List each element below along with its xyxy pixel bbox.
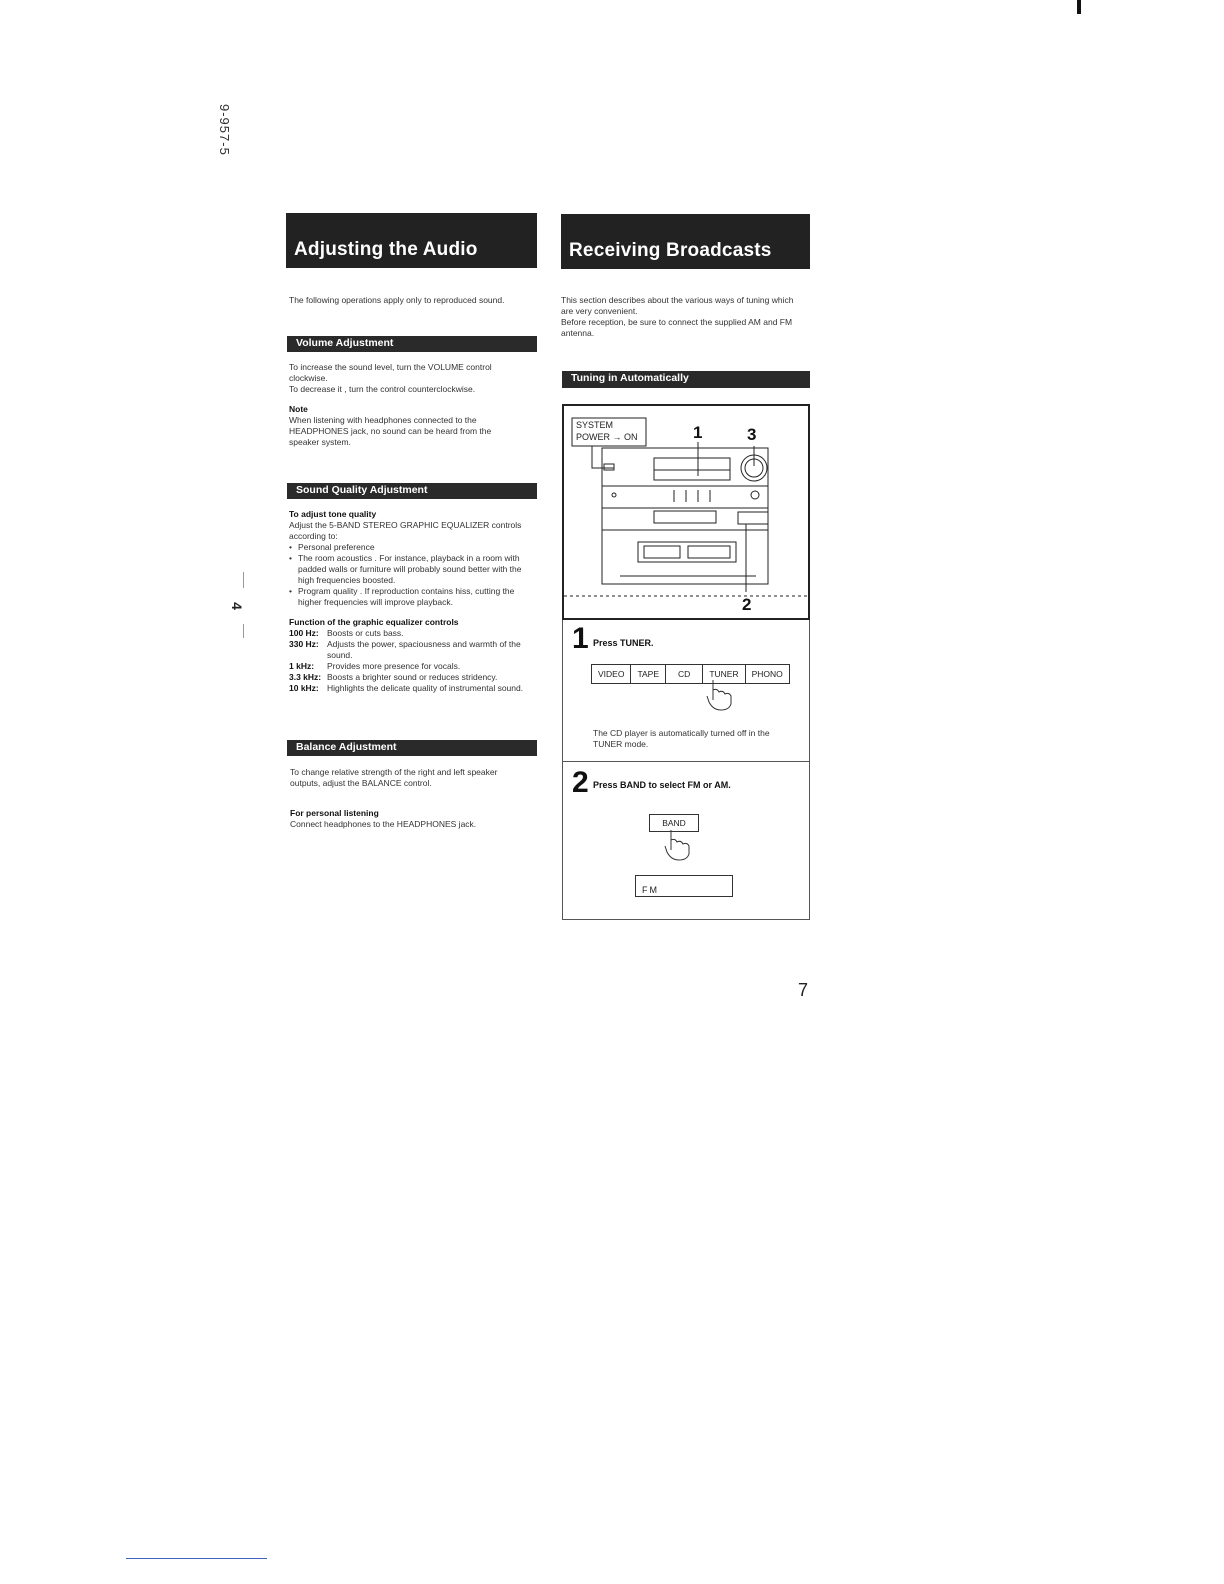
eq-list — [289, 628, 539, 694]
eq-desc: Highlights the delicate quality of instrumental sound. — [327, 683, 524, 693]
step-1-number: 1 — [572, 622, 589, 655]
eq-freq: 3.3 kHz: — [289, 672, 322, 682]
broadcast-intro-line-2: Before reception, be sure to connect the supplied AM and FM antenna. — [561, 317, 793, 338]
broadcast-intro-line-1: This section describes about the various ways of tuning which are very convenient. — [561, 295, 794, 316]
list-item: • Program quality . If reproduction contains hiss, cutting the higher frequencies will improve playback. — [289, 586, 539, 608]
volume-line-2: To decrease it , turn the control counterclockwise. — [289, 384, 476, 394]
corner-mark — [1077, 0, 1081, 14]
broadcast-intro — [561, 295, 806, 339]
function-selector-buttons — [591, 664, 790, 684]
footer-rule — [126, 1558, 267, 1559]
section-banner-broadcasts: Receiving Broadcasts — [561, 214, 810, 269]
balance-heading: Balance Adjustment — [287, 740, 537, 756]
sound-quality-heading: Sound Quality Adjustment — [287, 483, 537, 499]
eq-desc: Boosts or cuts bass. — [327, 628, 404, 638]
eq-freq: 10 kHz: — [289, 683, 319, 693]
volume-section — [289, 362, 517, 448]
step-2-text: Press BAND to select FM or AM. — [593, 780, 731, 790]
step-1-text: Press TUNER. — [593, 638, 654, 648]
tuner-button[interactable]: TUNER — [703, 665, 745, 683]
band-button[interactable]: BAND — [649, 814, 699, 832]
callout-3: 3 — [747, 425, 757, 444]
pressing-hand-icon — [705, 678, 735, 712]
margin-rule-top — [243, 572, 244, 588]
list-item: • The room acoustics . For instance, playback in a room with padded walls or furniture will probably sound better with the high frequencies boosted. — [289, 553, 539, 586]
step-1-note: The CD player is automatically turned off in the TUNER mode. — [593, 728, 770, 749]
callout-2: 2 — [742, 595, 752, 614]
tuning-heading: Tuning in Automatically — [562, 371, 810, 388]
system-label-line-1: SYSTEM — [576, 420, 614, 430]
step-divider — [563, 761, 810, 762]
volume-line-1: To increase the sound level, turn the VOLUME control clockwise. — [289, 362, 492, 383]
tape-button[interactable]: TAPE — [631, 665, 666, 683]
note-text: When listening with headphones connected to the HEADPHONES jack, no sound can be heard from the speaker system. — [289, 415, 492, 447]
eq-row — [289, 672, 539, 683]
document-code: 9-957-5 — [217, 104, 232, 156]
eq-freq: 1 kHz: — [289, 661, 315, 671]
personal-listening-subheading: For personal listening — [290, 808, 379, 818]
eq-desc: Boosts a brighter sound or reduces stridency. — [327, 672, 498, 682]
eq-desc: Adjusts the power, spaciousness and warmth of the sound. — [327, 639, 521, 660]
tuner-display: FM — [635, 875, 733, 897]
tuning-steps — [562, 620, 810, 920]
page-number: 7 — [798, 980, 809, 1000]
eq-desc: Provides more presence for vocals. — [327, 661, 461, 671]
list-item: • Personal preference — [289, 542, 539, 553]
balance-section — [290, 767, 530, 830]
margin-rule-bottom — [243, 624, 244, 638]
eq-freq: 330 Hz: — [289, 639, 319, 649]
sound-quality-section — [289, 509, 539, 694]
eq-row — [289, 683, 539, 694]
cd-button[interactable]: CD — [666, 665, 703, 683]
balance-text: To change relative strength of the right and left speaker outputs, adjust the BALANCE control. — [290, 767, 498, 788]
eq-row — [289, 628, 539, 639]
phono-button[interactable]: PHONO — [751, 669, 783, 679]
eq-freq: 100 Hz: — [289, 628, 319, 638]
volume-heading: Volume Adjustment — [287, 336, 537, 352]
step-2-number: 2 — [572, 766, 589, 799]
pressing-hand-icon — [663, 828, 693, 862]
personal-listening-text: Connect headphones to the HEADPHONES jack. — [290, 819, 477, 829]
system-label-line-2: POWER → ON — [576, 432, 638, 442]
section-banner-audio: Adjusting the Audio — [286, 213, 537, 268]
tone-bullet-list — [289, 542, 539, 608]
stereo-system-illustration — [564, 406, 808, 618]
callout-1: 1 — [693, 423, 703, 442]
eq-function-subheading: Function of the graphic equalizer controls — [289, 617, 459, 627]
stereo-system-diagram — [562, 404, 810, 620]
tone-quality-text: Adjust the 5-BAND STEREO GRAPHIC EQUALIZER controls according to: — [289, 520, 522, 541]
note-title: Note — [289, 404, 308, 414]
margin-page-ref: 4 — [228, 602, 245, 610]
audio-intro: The following operations apply only to reproduced sound. — [289, 295, 505, 305]
tone-quality-subheading: To adjust tone quality — [289, 509, 377, 519]
eq-row — [289, 661, 539, 672]
eq-row — [289, 639, 539, 661]
video-button[interactable]: VIDEO — [592, 665, 631, 683]
